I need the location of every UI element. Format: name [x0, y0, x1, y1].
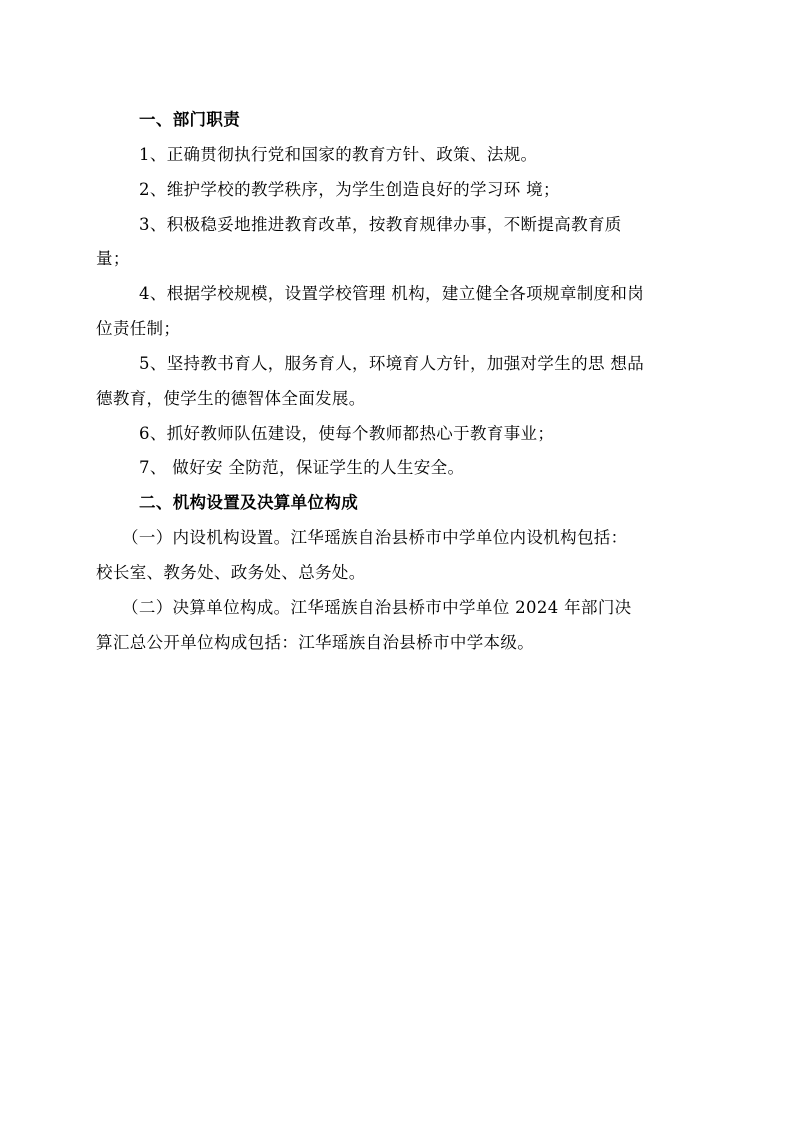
duty-item-4-cont: 位责任制； [96, 319, 181, 338]
budget-unit-line-1: （二）决算单位构成。江华瑶族自治县桥市中学单位 2024 年部门决 [122, 598, 632, 617]
budget-unit-line-2: 算汇总公开单位构成包括：江华瑶族自治县桥市中学本级。 [96, 633, 535, 652]
org-setup-line-1: （一）内设机构设置。江华瑶族自治县桥市中学单位内设机构包括： [122, 528, 628, 547]
duty-item-4: 4、根据学校规模，设置学校管理 机构，建立健全各项规章制度和岗 [139, 284, 645, 303]
duty-item-5: 5、坚持教书育人，服务育人，环境育人方针，加强对学生的思 想品 [139, 354, 645, 373]
duty-item-2: 2、维护学校的教学秩序，为学生创造良好的学习环 境； [139, 180, 560, 199]
duty-item-3-cont: 量； [96, 249, 130, 268]
section-heading-org-structure: 二、机构设置及决算单位构成 [139, 493, 359, 512]
duty-item-6: 6、抓好教师队伍建设，使每个教师都热心于教育事业； [139, 424, 555, 443]
duty-item-7: 7、 做好安 全防范，保证学生的人生安全。 [139, 458, 465, 477]
duty-item-3: 3、积极稳妥地推进教育改革，按教育规律办事，不断提高教育质 [139, 215, 622, 234]
duty-item-5-cont: 德教育，使学生的德智体全面发展。 [96, 389, 366, 408]
org-setup-line-2: 校长室、教务处、政务处、总务处。 [96, 563, 366, 582]
duty-item-1: 1、正确贯彻执行党和国家的教育方针、政策、法规。 [139, 145, 538, 164]
section-heading-dept-duties: 一、部门职责 [139, 110, 241, 129]
